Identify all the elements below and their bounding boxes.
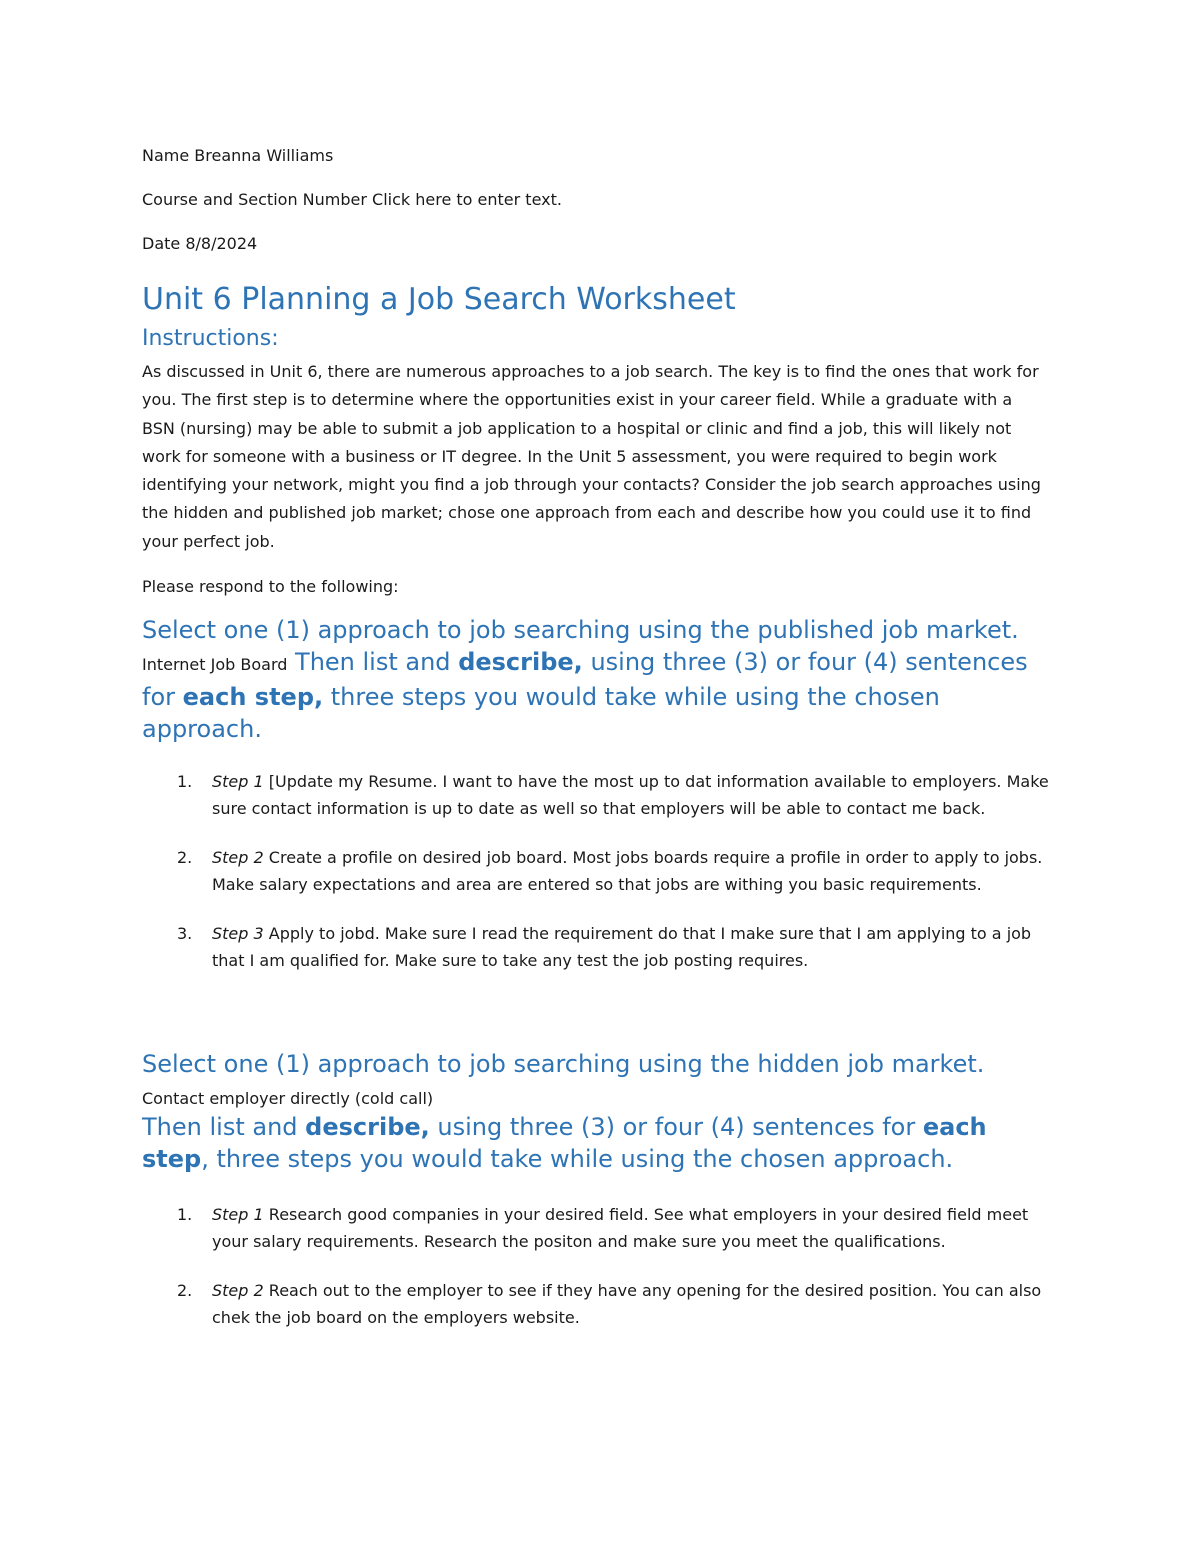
hidden-prompt-then: Then list and <box>142 1113 298 1141</box>
published-prompt-mid: using three (3) or four (4) sentences for <box>142 648 1028 711</box>
instructions-body: As discussed in Unit 6, there are numerous approaches to a job search. The key is to find the ones that work for you. The first step is to determine where the opportunities exist in your career field. While a graduate with a BSN (nursing) may be able to submit a job application to a hospital or clinic and find a job, this will likely not work for someone with a business or IT degree. In the Unit 5 assessment, you were required to begin work identifying your network, might you find a job through your contacts? Consider the job search approaches using the hidden and published job market; chose one approach from each and describe how you could use it to find your perfect job. <box>142 362 1041 551</box>
name-value[interactable]: Breanna Williams <box>194 146 334 165</box>
published-prompt <box>142 614 1047 745</box>
course-label: Course and Section Number <box>142 190 367 209</box>
date-value[interactable]: 8/8/2024 <box>185 234 258 253</box>
step-text[interactable]: [Update my Resume. I want to have the most up to dat information available to employers. Make sure contact information is up to date as well so that employers will be able to contact me back. <box>212 772 1049 818</box>
course-line <box>142 190 562 210</box>
list-number: 1. <box>177 1205 193 1224</box>
published-approach-answer[interactable]: Internet Job Board <box>142 655 288 674</box>
name-label: Name <box>142 146 190 165</box>
name-line <box>142 146 333 166</box>
published-step-2 <box>142 844 1062 898</box>
published-step-3 <box>142 920 1062 974</box>
step-label: Step 2 <box>212 848 264 867</box>
step-label: Step 1 <box>212 1205 264 1224</box>
list-number: 3. <box>177 924 193 943</box>
published-prompt-end: three steps you would take while using the chosen approach. <box>142 683 940 743</box>
published-prompt-then: Then list and <box>295 648 451 676</box>
hidden-prompt <box>142 1111 1047 1175</box>
step-text[interactable]: Apply to jobd. Make sure I read the requirement do that I make sure that I am applying to a job that I am qualified for. Make sure to take any test the job posting requires. <box>212 924 1032 970</box>
published-prompt-describe: describe, <box>458 648 583 676</box>
course-value[interactable]: Click here to enter text. <box>372 190 562 209</box>
list-number: 1. <box>177 772 193 791</box>
hidden-step-2 <box>142 1277 1062 1331</box>
published-step-1 <box>142 768 1062 822</box>
step-text[interactable]: Research good companies in your desired field. See what employers in your desired field meet your salary requirements. Research the positon and make sure you meet the qualifications. <box>212 1205 1029 1251</box>
published-prompt-part1: Select one (1) approach to job searching using the published job market. <box>142 616 1019 644</box>
hidden-prompt-mid: using three (3) or four (4) sentences for <box>437 1113 916 1141</box>
step-label: Step 1 <box>212 772 264 791</box>
date-line <box>142 234 257 254</box>
respond-prompt: Please respond to the following: <box>142 577 399 596</box>
step-label: Step 3 <box>212 924 264 943</box>
hidden-approach-answer[interactable]: Contact employer directly (cold call) <box>142 1089 434 1108</box>
date-label: Date <box>142 234 181 253</box>
step-text[interactable]: Create a profile on desired job board. Most jobs boards require a profile in order to apply to jobs. Make salary expectations and area are entered so that jobs are withing you basic requirements. <box>212 848 1043 894</box>
published-prompt-each-step: each step, <box>182 683 324 711</box>
hidden-steps-list <box>142 1201 1062 1331</box>
page-title: Unit 6 Planning a Job Search Worksheet <box>142 282 736 317</box>
hidden-prompt-each-step: each step <box>142 1113 987 1173</box>
instructions-heading: Instructions: <box>142 326 279 351</box>
step-label: Step 2 <box>212 1281 264 1300</box>
list-number: 2. <box>177 1281 193 1300</box>
list-number: 2. <box>177 848 193 867</box>
hidden-prompt-end: , three steps you would take while using the chosen approach. <box>201 1145 954 1173</box>
hidden-prompt-describe: describe, <box>305 1113 430 1141</box>
step-text[interactable]: Reach out to the employer to see if they have any opening for the desired position. You can also chek the job board on the employers website. <box>212 1281 1042 1327</box>
hidden-prompt-title: Select one (1) approach to job searching using the hidden job market. <box>142 1050 985 1078</box>
published-steps-list <box>142 768 1062 974</box>
hidden-step-1 <box>142 1201 1062 1255</box>
